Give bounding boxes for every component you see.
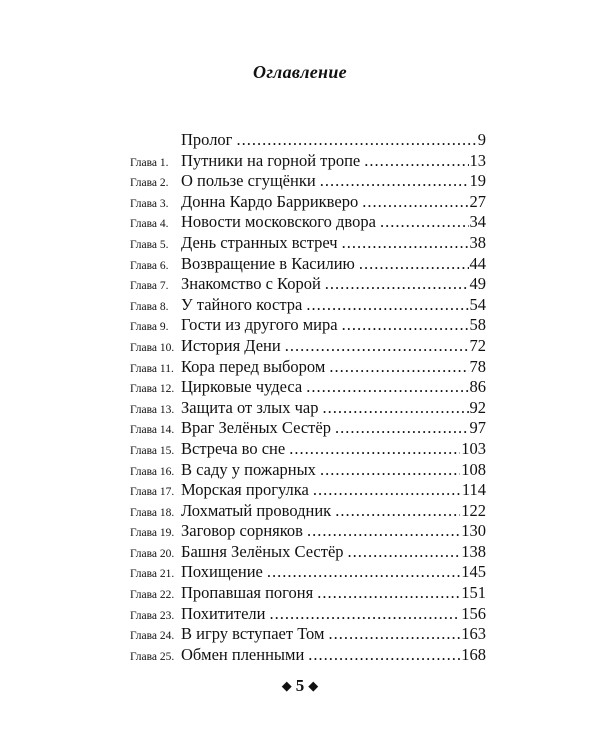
dot-leader <box>380 212 469 232</box>
chapter-page-number: 156 <box>461 603 486 623</box>
chapter-label: Глава 20. <box>130 547 175 560</box>
chapter-title: Донна Кардо Баррикверо <box>181 191 359 211</box>
chapter-page-number: 97 <box>469 418 486 438</box>
chapter-title: В саду у пожарных <box>181 459 316 479</box>
chapter-page-number: 78 <box>469 356 486 376</box>
dot-leader <box>348 542 461 562</box>
dot-leader <box>236 130 476 150</box>
dot-leader <box>317 583 460 603</box>
dot-leader <box>320 460 460 480</box>
toc-entry <box>130 295 486 316</box>
chapter-page-number: 163 <box>461 624 486 644</box>
toc-entry <box>130 542 486 563</box>
toc-entry <box>130 336 486 357</box>
dot-leader <box>362 192 468 212</box>
chapter-title: Новости московского двора <box>181 212 376 232</box>
chapter-label: Глава 22. <box>130 589 175 602</box>
chapter-page-number: 130 <box>461 521 486 541</box>
chapter-page-number: 27 <box>469 191 486 211</box>
dot-leader <box>307 521 460 541</box>
chapter-label: Глава 11. <box>130 362 174 375</box>
chapter-label: Глава 10. <box>130 341 175 354</box>
toc-entry <box>130 233 486 254</box>
chapter-label: Глава 12. <box>130 383 175 396</box>
chapter-label: Глава 21. <box>130 568 175 581</box>
chapter-title: Похитители <box>181 603 266 623</box>
dot-leader <box>335 418 469 438</box>
dot-leader <box>267 562 460 582</box>
chapter-label: Глава 6. <box>130 259 169 272</box>
chapter-title: Кора перед выбором <box>181 356 326 376</box>
toc-entry <box>130 377 486 398</box>
page-number: 5 <box>295 676 305 695</box>
toc-entry <box>130 645 486 666</box>
chapter-page-number: 108 <box>461 459 486 479</box>
dot-leader <box>364 151 468 171</box>
chapter-title: Обмен пленными <box>181 644 305 664</box>
toc-entry <box>130 480 486 501</box>
dot-leader <box>329 357 468 377</box>
chapter-page-number: 145 <box>461 562 486 582</box>
chapter-title: Пропавшая погоня <box>181 583 314 603</box>
chapter-label: Глава 5. <box>130 238 169 251</box>
toc-entry <box>130 151 486 172</box>
toc-entry <box>130 274 486 295</box>
chapter-label: Глава 17. <box>130 486 175 499</box>
chapter-label: Глава 3. <box>130 197 169 210</box>
chapter-page-number: 13 <box>469 150 486 170</box>
toc-entry <box>130 604 486 625</box>
chapter-title: Защита от злых чар <box>181 397 319 417</box>
chapter-title: День странных встреч <box>181 232 338 252</box>
dot-leader <box>285 336 469 356</box>
dot-leader <box>325 274 469 294</box>
dot-leader <box>313 480 461 500</box>
chapter-title: Похищение <box>181 562 263 582</box>
dot-leader <box>335 501 460 521</box>
diamond-ornament-icon: ◆ <box>308 678 319 693</box>
toc-entry <box>130 357 486 378</box>
chapter-label: Глава 15. <box>130 444 175 457</box>
toc-entry <box>130 398 486 419</box>
chapter-title: Враг Зелёных Сестёр <box>181 418 331 438</box>
chapter-page-number: 122 <box>461 500 486 520</box>
chapter-page-number: 72 <box>469 335 486 355</box>
chapter-title: У тайного костра <box>181 294 303 314</box>
chapter-title: Башня Зелёных Сестёр <box>181 541 344 561</box>
toc-entry <box>130 460 486 481</box>
chapter-title: В игру вступает Том <box>181 624 325 644</box>
toc-heading: Оглавление <box>253 62 347 82</box>
chapter-title: Морская прогулка <box>181 480 309 500</box>
toc-entry <box>130 521 486 542</box>
chapter-title: Лохматый проводник <box>181 500 332 520</box>
diamond-ornament-icon: ◆ <box>281 678 292 693</box>
dot-leader <box>359 254 469 274</box>
chapter-title: О пользе сгущёнки <box>181 171 316 191</box>
dot-leader <box>306 377 468 397</box>
chapter-label: Глава 9. <box>130 321 169 334</box>
dot-leader <box>328 624 460 644</box>
toc-entry <box>130 624 486 645</box>
chapter-page-number: 49 <box>469 274 486 294</box>
chapter-page-number: 138 <box>461 541 486 561</box>
chapter-label: Глава 24. <box>130 630 175 643</box>
chapter-label: Глава 19. <box>130 527 175 540</box>
chapter-title: Знакомство с Корой <box>181 274 321 294</box>
table-of-contents <box>130 130 486 665</box>
chapter-label: Глава 14. <box>130 424 175 437</box>
toc-entry <box>130 254 486 275</box>
chapter-label: Глава 13. <box>130 403 175 416</box>
dot-leader <box>342 233 469 253</box>
toc-entry <box>130 315 486 336</box>
dot-leader <box>306 295 468 315</box>
chapter-title: Встреча во сне <box>181 438 286 458</box>
chapter-page-number: 114 <box>461 480 486 500</box>
dot-leader <box>308 645 460 665</box>
toc-entry <box>130 192 486 213</box>
chapter-page-number: 54 <box>469 294 486 314</box>
chapter-title: Путники на горной тропе <box>181 150 361 170</box>
chapter-page-number: 151 <box>461 583 486 603</box>
toc-entry <box>130 171 486 192</box>
toc-entry <box>130 418 486 439</box>
page-footer <box>0 676 600 696</box>
chapter-page-number: 19 <box>469 171 486 191</box>
chapter-label: Глава 18. <box>130 506 175 519</box>
dot-leader <box>322 398 468 418</box>
toc-entry <box>130 583 486 604</box>
chapter-title: Гости из другого мира <box>181 315 338 335</box>
chapter-title: Цирковые чудеса <box>181 377 303 397</box>
chapter-title: Пролог <box>181 130 233 149</box>
chapter-title: Возвращение в Касилию <box>181 253 355 273</box>
chapter-page-number: 38 <box>469 232 486 252</box>
chapter-label: Глава 16. <box>130 465 175 478</box>
chapter-label: Глава 23. <box>130 609 175 622</box>
chapter-page-number: 9 <box>477 130 486 149</box>
toc-entry <box>130 501 486 522</box>
chapter-label: Глава 7. <box>130 280 169 293</box>
toc-entry <box>130 130 486 151</box>
dot-leader <box>269 604 460 624</box>
chapter-label: Глава 2. <box>130 177 169 190</box>
dot-leader <box>320 171 469 191</box>
chapter-page-number: 34 <box>469 212 486 232</box>
chapter-page-number: 92 <box>469 397 486 417</box>
chapter-title: История Дени <box>181 335 281 355</box>
chapter-label: Глава 25. <box>130 650 175 663</box>
chapter-label: Глава 1. <box>130 156 169 169</box>
chapter-page-number: 103 <box>461 438 486 458</box>
dot-leader <box>342 315 469 335</box>
chapter-title: Заговор сорняков <box>181 521 303 541</box>
chapter-page-number: 44 <box>469 253 486 273</box>
dot-leader <box>289 439 460 459</box>
toc-entry <box>130 212 486 233</box>
toc-entry <box>130 562 486 583</box>
toc-entry <box>130 439 486 460</box>
chapter-page-number: 168 <box>461 644 486 664</box>
chapter-page-number: 58 <box>469 315 486 335</box>
chapter-label: Глава 4. <box>130 218 169 231</box>
chapter-page-number: 86 <box>469 377 486 397</box>
chapter-label: Глава 8. <box>130 300 169 313</box>
